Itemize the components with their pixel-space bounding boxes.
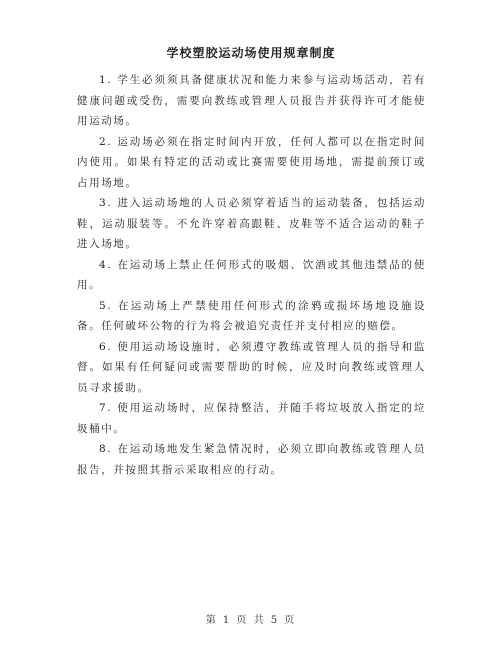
rule-paragraph-6: 6. 使用运动场设施时，必须遵守教练或管理人员的指导和监督。如果有任何疑问或需要帮助的时候，应及时向教练或管理人员寻求援助。 bbox=[77, 340, 426, 394]
rule-paragraph-5: 5. 在运动场上严禁使用任何形式的涂鸦或损坏场地设施设备。任何破坏公物的行为将会被追究责任并支付相应的赔偿。 bbox=[77, 299, 426, 332]
rule-paragraph-7: 7. 使用运动场时，应保持整洁，并随手将垃圾放入指定的垃圾桶中。 bbox=[77, 402, 426, 435]
document-title: 学校塑胶运动场使用规章制度 bbox=[166, 46, 336, 60]
document-body bbox=[77, 70, 426, 480]
rule-paragraph-1: 1. 学生必须须具备健康状况和能力来参与运动场活动，若有健康问题或受伤，需要向教练或管理人员报告并获得许可才能使用运动场。 bbox=[77, 74, 426, 127]
rule-paragraph-2: 2. 运动场必须在指定时间内开放，任何人都可以在指定时间内使用。如果有特定的活动或比赛需要使用场地，需提前预订或占用场地。 bbox=[77, 135, 426, 189]
page-number-footer: 第 1 页 共 5 页 bbox=[205, 615, 297, 626]
rule-paragraph-4: 4. 在运动场上禁止任何形式的吸烟、饮酒或其他违禁品的使用。 bbox=[77, 258, 426, 291]
rule-paragraph-8: 8. 在运动场地发生紧急情况时，必须立即向教练或管理人员报告，并按照其指示采取相应的行动。 bbox=[77, 443, 426, 476]
rule-paragraph-3: 3. 进入运动场地的人员必须穿着适当的运动装备，包括运动鞋，运动服装等。不允许穿着高跟鞋、皮鞋等不适合运动的鞋子进入场地。 bbox=[77, 197, 426, 250]
